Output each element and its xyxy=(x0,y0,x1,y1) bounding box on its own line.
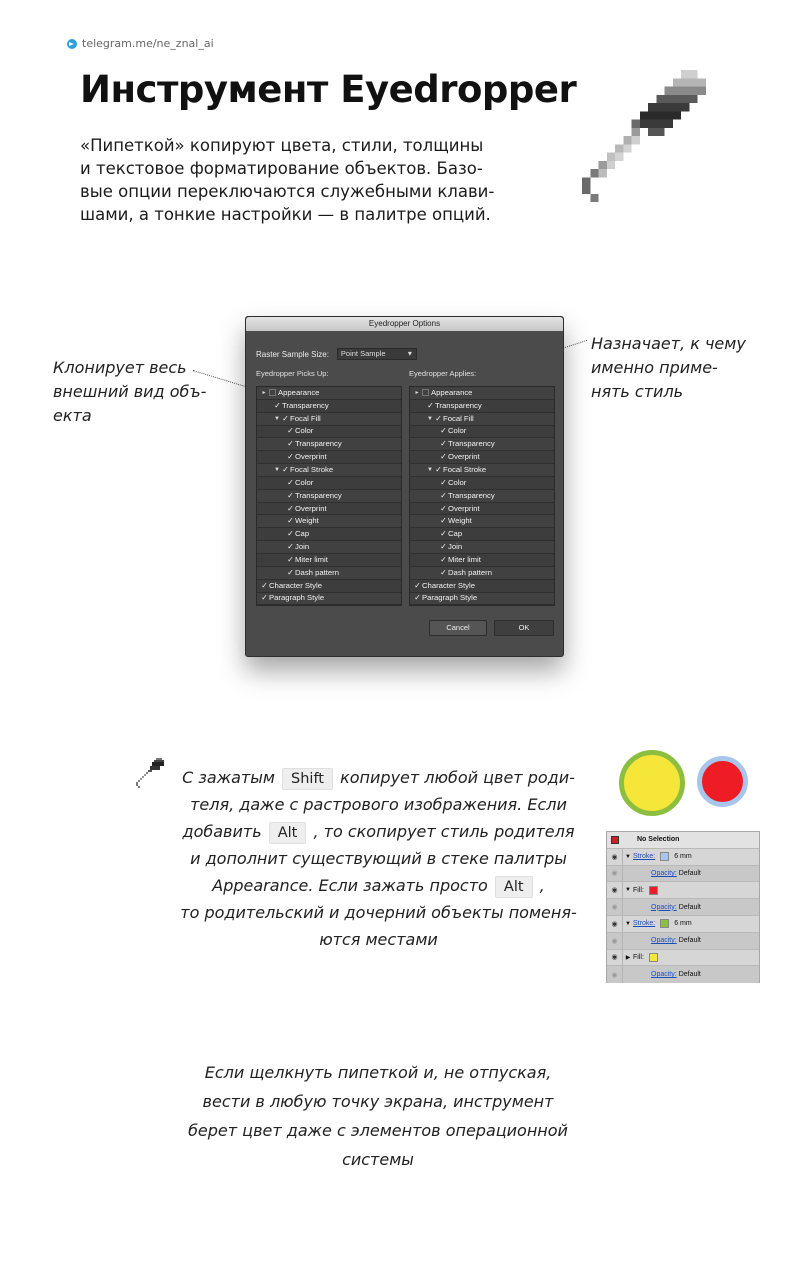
appearance-stroke-row[interactable]: ◉ ▼ Stroke: 6 mm xyxy=(607,916,759,933)
eye-icon[interactable]: ◉ xyxy=(607,933,623,949)
option-row[interactable] xyxy=(257,503,401,516)
eye-icon[interactable]: ◉ xyxy=(607,966,623,983)
lead-line: и текстовое форматирование объектов. Базо- xyxy=(80,159,483,178)
appearance-opacity-row[interactable]: ◉ Opacity: Default xyxy=(607,899,759,916)
option-row[interactable] xyxy=(257,438,401,451)
triangle-down-icon[interactable]: ▼ xyxy=(427,466,433,473)
checkbox[interactable]: ✓ xyxy=(440,516,447,526)
option-row[interactable] xyxy=(257,541,401,554)
checkbox[interactable]: ✓ xyxy=(440,529,447,539)
yellow-circle xyxy=(619,750,685,816)
option-label: Miter limit xyxy=(448,554,481,564)
option-row[interactable] xyxy=(257,567,401,580)
checkbox[interactable] xyxy=(269,389,276,396)
triangle-right-icon[interactable]: ▸ xyxy=(415,389,419,396)
option-row[interactable] xyxy=(257,400,401,413)
checkbox[interactable]: ✓ xyxy=(287,542,294,552)
annotation-picks-up: Клонирует весь внешний вид объ- екта xyxy=(53,358,207,425)
option-label: Appearance xyxy=(431,387,473,397)
option-row[interactable] xyxy=(257,426,401,439)
triangle-right-icon[interactable]: ▶ xyxy=(625,954,631,961)
option-row[interactable] xyxy=(410,413,554,426)
option-label: Overprint xyxy=(448,452,480,462)
stroke-swatch[interactable] xyxy=(660,919,669,928)
option-label: Overprint xyxy=(295,452,327,462)
checkbox[interactable]: ✓ xyxy=(287,529,294,539)
checkbox[interactable]: ✓ xyxy=(440,439,447,449)
appearance-opacity-row[interactable]: ◉ Opacity: Default xyxy=(607,866,759,883)
option-row[interactable] xyxy=(410,477,554,490)
option-label: Join xyxy=(295,542,310,552)
raster-sample-select[interactable]: Point Sample ▾ xyxy=(337,348,417,360)
appearance-stroke-row[interactable]: ◉ ▼ Stroke: 6 mm xyxy=(607,849,759,866)
option-label: Transparency xyxy=(295,439,342,449)
eyedropper-icon xyxy=(582,70,714,202)
option-row[interactable] xyxy=(410,541,554,554)
triangle-down-icon[interactable]: ▼ xyxy=(625,920,631,927)
option-label: Transparency xyxy=(282,400,329,410)
final-paragraph: Если щелкнуть пипеткой и, не отпуская, вести в любую точку экрана, инструмент берет цвет даже с элементов операционной системы xyxy=(188,1063,568,1169)
option-row[interactable] xyxy=(410,438,554,451)
appearance-opacity-row[interactable]: ◉ Opacity: Default xyxy=(607,966,759,983)
option-label: Paragraph Style xyxy=(269,593,325,603)
lead-line: «Пипеткой» копируют цвета, стили, толщины xyxy=(80,136,484,155)
alt-key: Alt xyxy=(269,822,307,844)
appearance-panel xyxy=(606,831,760,983)
checkbox[interactable]: ✓ xyxy=(287,452,294,462)
option-label: Focal Fill xyxy=(290,413,321,423)
checkbox[interactable]: ✓ xyxy=(440,554,447,564)
checkbox[interactable]: ✓ xyxy=(287,477,294,487)
applies-label: Eyedropper Applies: xyxy=(409,369,477,378)
triangle-down-icon[interactable]: ▼ xyxy=(625,853,631,860)
selection-swatch-icon xyxy=(611,836,619,844)
checkbox[interactable] xyxy=(422,389,429,396)
source-link[interactable] xyxy=(67,37,214,50)
option-row[interactable] xyxy=(257,580,401,593)
option-row[interactable] xyxy=(257,593,401,606)
checkbox[interactable]: ✓ xyxy=(282,413,289,423)
checkbox[interactable]: ✓ xyxy=(440,477,447,487)
triangle-down-icon[interactable]: ▼ xyxy=(427,415,433,422)
lead-paragraph xyxy=(80,134,520,226)
lead-line: шами, а тонкие настройки — в палитре опций. xyxy=(80,205,491,224)
option-label: Transparency xyxy=(448,490,495,500)
alt-key: Alt xyxy=(495,876,533,898)
option-label: Weight xyxy=(295,516,319,526)
option-row[interactable] xyxy=(410,490,554,503)
option-row[interactable] xyxy=(410,580,554,593)
option-label: Focal Stroke xyxy=(443,464,487,474)
option-label: Appearance xyxy=(278,387,320,397)
appearance-opacity-row[interactable]: ◉ Opacity: Default xyxy=(607,933,759,950)
triangle-down-icon[interactable]: ▼ xyxy=(274,415,280,422)
checkbox[interactable]: ✓ xyxy=(435,464,442,474)
checkbox[interactable]: ✓ xyxy=(440,490,447,500)
raster-label: Raster Sample Size: xyxy=(256,349,329,359)
option-row[interactable] xyxy=(257,451,401,464)
eyedropper-options-dialog xyxy=(245,316,564,657)
telegram-icon xyxy=(67,39,77,49)
option-label: Overprint xyxy=(448,503,480,513)
option-label: Cap xyxy=(448,529,463,539)
raster-sample-row xyxy=(256,348,417,360)
checkbox[interactable]: ✓ xyxy=(287,516,294,526)
option-label: Color xyxy=(295,477,314,487)
option-row[interactable] xyxy=(410,464,554,477)
option-label: Miter limit xyxy=(295,554,328,564)
eye-icon[interactable]: ◉ xyxy=(607,899,623,915)
option-row[interactable] xyxy=(410,515,554,528)
applies-list xyxy=(409,386,555,606)
option-label: Transparency xyxy=(435,400,482,410)
option-label: Color xyxy=(448,477,467,487)
checkbox[interactable]: ✓ xyxy=(282,464,289,474)
appearance-header: No Selection xyxy=(607,832,759,849)
option-label: Overprint xyxy=(295,503,327,513)
eye-icon[interactable]: ◉ xyxy=(607,882,623,898)
fill-swatch[interactable] xyxy=(649,886,658,895)
option-row[interactable] xyxy=(257,413,401,426)
triangle-down-icon[interactable]: ▼ xyxy=(625,887,631,894)
option-row[interactable] xyxy=(410,503,554,516)
checkbox[interactable]: ✓ xyxy=(440,426,447,436)
stroke-swatch[interactable] xyxy=(660,852,669,861)
option-label: Weight xyxy=(448,516,472,526)
shift-key: Shift xyxy=(282,768,333,790)
checkbox[interactable]: ✓ xyxy=(287,554,294,564)
ok-button[interactable]: OK xyxy=(494,620,554,636)
option-label: Join xyxy=(448,542,463,552)
appearance-fill-row[interactable]: ◉ ▶ Fill: xyxy=(607,950,759,967)
checkbox[interactable]: ✓ xyxy=(287,567,294,577)
picks-up-label: Eyedropper Picks Up: xyxy=(256,369,329,378)
option-label: Character Style xyxy=(269,580,322,590)
option-label: Focal Fill xyxy=(443,413,474,423)
lead-line: вые опции переключаются служебными клави- xyxy=(80,182,495,201)
option-row[interactable] xyxy=(257,477,401,490)
fill-swatch[interactable] xyxy=(649,953,658,962)
triangle-down-icon[interactable]: ▼ xyxy=(274,466,280,473)
option-row[interactable] xyxy=(257,528,401,541)
option-row[interactable] xyxy=(410,593,554,606)
option-label: Character Style xyxy=(422,580,475,590)
checkbox[interactable]: ✓ xyxy=(287,490,294,500)
option-row[interactable] xyxy=(410,451,554,464)
checkbox[interactable]: ✓ xyxy=(261,580,268,590)
eyedropper-small-icon xyxy=(133,758,167,790)
option-label: Color xyxy=(295,426,314,436)
option-label: Focal Stroke xyxy=(290,464,334,474)
checkbox[interactable]: ✓ xyxy=(287,503,294,513)
checkbox[interactable]: ✓ xyxy=(414,580,421,590)
eye-icon[interactable]: ◉ xyxy=(607,849,623,865)
option-row[interactable] xyxy=(257,490,401,503)
option-row[interactable] xyxy=(410,554,554,567)
checkbox[interactable]: ✓ xyxy=(414,593,421,603)
checkbox[interactable]: ✓ xyxy=(440,452,447,462)
option-row[interactable] xyxy=(410,426,554,439)
option-label: Transparency xyxy=(448,439,495,449)
eye-icon[interactable]: ◉ xyxy=(607,950,623,966)
source-text: telegram.me/ne_znal_ai xyxy=(82,37,214,50)
cancel-button[interactable]: Cancel xyxy=(429,620,487,636)
option-label: Cap xyxy=(295,529,310,539)
option-label: Paragraph Style xyxy=(422,593,478,603)
option-row[interactable] xyxy=(257,387,401,400)
checkbox[interactable]: ✓ xyxy=(440,503,447,513)
page-title: Инструмент Eyedropper xyxy=(80,68,577,111)
checkbox[interactable]: ✓ xyxy=(435,413,442,423)
option-label: Dash pattern xyxy=(295,567,340,577)
eye-icon[interactable]: ◉ xyxy=(607,866,623,882)
picks-up-list xyxy=(256,386,402,606)
checkbox[interactable]: ✓ xyxy=(261,593,268,603)
triangle-right-icon[interactable]: ▸ xyxy=(262,389,266,396)
annotation-applies: Назначает, к чему именно приме- нять стиль xyxy=(591,334,746,401)
checkbox[interactable]: ✓ xyxy=(427,400,434,410)
option-row[interactable] xyxy=(257,515,401,528)
shift-paragraph: С зажатым Shift копирует любой цвет роди- теля, даже с растрового изображения. Если добавить Alt , то скопирует стиль родителя и дополнит существующий в стеке палитры Appearance. Если зажать просто Alt , то родительский и дочерний объекты поменя- ются местами xyxy=(180,768,577,949)
option-label: Color xyxy=(448,426,467,436)
dialog-title: Eyedropper Options xyxy=(246,317,563,331)
checkbox[interactable]: ✓ xyxy=(287,439,294,449)
option-row[interactable] xyxy=(410,400,554,413)
option-row[interactable] xyxy=(257,464,401,477)
option-row[interactable] xyxy=(410,528,554,541)
checkbox[interactable]: ✓ xyxy=(287,426,294,436)
option-row[interactable] xyxy=(410,387,554,400)
appearance-fill-row[interactable]: ◉ ▼ Fill: xyxy=(607,882,759,899)
checkbox[interactable]: ✓ xyxy=(440,567,447,577)
eye-icon[interactable]: ◉ xyxy=(607,916,623,932)
checkbox[interactable]: ✓ xyxy=(274,400,281,410)
option-row[interactable] xyxy=(257,554,401,567)
option-row[interactable] xyxy=(410,567,554,580)
red-circle xyxy=(697,756,748,807)
checkbox[interactable]: ✓ xyxy=(440,542,447,552)
option-label: Dash pattern xyxy=(448,567,493,577)
option-label: Transparency xyxy=(295,490,342,500)
